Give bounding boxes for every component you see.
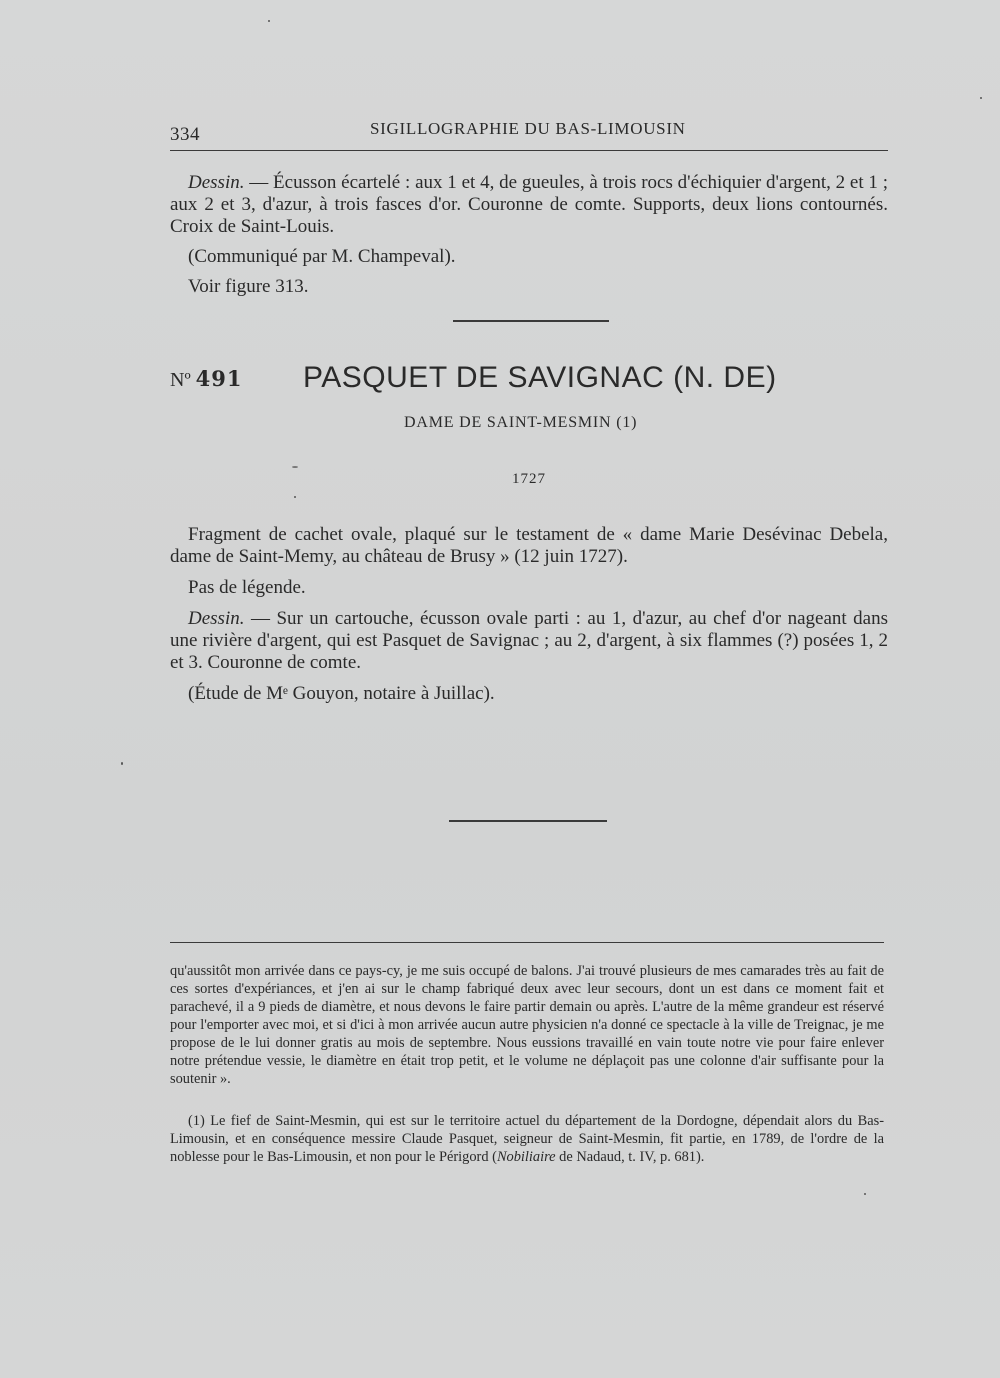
dessin-paragraph-top (170, 172, 888, 238)
paper-speck (864, 1193, 866, 1195)
footnote-1-text-start: (1) Le fief de Saint-Mesmin, qui est sur le territoire actuel du département de la Dordogne, dépendait alors du Bas-Limousin, et en conséquence messire Claude Pasquet, seigneur de Saint-Mesmin, fit partie, en 1789, de l'ordre de la noblesse pour le Bas-Limousin, et non pour le Périgord ( (170, 1113, 884, 1165)
source-line (170, 683, 888, 705)
dessin-label: Dessin. (188, 172, 245, 193)
communique-line (170, 246, 888, 268)
entry-subtitle: DAME DE SAINT-MESMIN (1) (404, 414, 638, 431)
footnote-1-text-end: de Nadaud, t. IV, p. 681). (555, 1149, 705, 1165)
dessin-text: — Écusson écartelé : aux 1 et 4, de gueules, à trois rocs d'échiquier d'argent, 2 et 1 ; aux 2 et 3, d'azur, à trois fasces d'or. Couronne de comte. Supports, deux lions contournés. Croix de Saint-Louis. (170, 172, 888, 237)
entry-dessin-label: Dessin. (188, 608, 245, 629)
paper-speck (268, 20, 270, 22)
entry-number-prefix: Nº (170, 369, 191, 391)
footnote-1-italic: Nobiliaire (496, 1149, 556, 1165)
paper-speck (121, 762, 123, 765)
voir-figure-text: Voir figure 313. (188, 276, 309, 297)
entry-year: 1727 (512, 471, 546, 487)
running-title: SIGILLOGRAPHIE DU BAS-LIMOUSIN (370, 119, 686, 138)
header-rule (170, 150, 888, 151)
entry-number-value: 491 (195, 366, 243, 391)
entry-dessin-text: — Sur un cartouche, écusson ovale parti : au 1, d'azur, au chef d'or nageant dans une rivière d'argent, qui est Pasquet de Savignac ; au 2, d'argent, à six flammes (?) posées 1, 2 et 3. Couronne de comte. (170, 608, 888, 673)
entry-number (170, 366, 243, 392)
section-divider-bottom (449, 820, 607, 822)
legende-text: Pas de légende. (188, 577, 306, 598)
footnote-continuation (170, 962, 884, 1088)
fragment-paragraph (170, 524, 888, 568)
fragment-text: Fragment de cachet ovale, plaqué sur le testament de « dame Marie Desévinac Debela, dame de Saint-Memy, au château de Brusy » (12 juin 1727). (170, 524, 888, 567)
paper-speck (294, 496, 296, 498)
communique-text: (Communiqué par M. Champeval). (188, 246, 456, 267)
dessin-paragraph-entry (170, 608, 888, 674)
section-divider-top (453, 320, 609, 322)
footnote-1 (170, 1112, 884, 1166)
entry-title: PASQUET DE SAVIGNAC (N. DE) (303, 361, 777, 394)
source-text: (Étude de Mᵉ Gouyon, notaire à Juillac). (188, 683, 495, 704)
paper-speck (292, 466, 298, 468)
footnote-continuation-text: qu'aussitôt mon arrivée dans ce pays-cy, je me suis occupé de balons. J'ai trouvé plusieurs de mes camarades très au fait de ces sortes d'expériances, et j'en ai sur le champ fabriqué deux avec leur secours, dont un est dans ce moment fait et parachevé, il a 9 pieds de diamètre, et nous devons le faire partir demain ou après. L'autre de la même grandeur est réservé pour l'emporter avec moi, et si d'ici à mon arrivée aucun autre physicien n'a donné ce spectacle à la ville de Treignac, je me propose de le lui donner gratis au mois de septembre. Nous eussions travaillé en vain toute notre vie pour faire enlever notre prétendue vessie, le diamètre en était trop petit, et le volume ne déplaçoit pas une colonne d'air suffisante pour la soutenir ». (170, 963, 884, 1087)
voir-figure-line (170, 276, 888, 298)
page-number: 334 (170, 124, 200, 145)
footnote-rule (170, 942, 884, 943)
paper-speck (980, 97, 982, 99)
legende-line (170, 577, 888, 599)
